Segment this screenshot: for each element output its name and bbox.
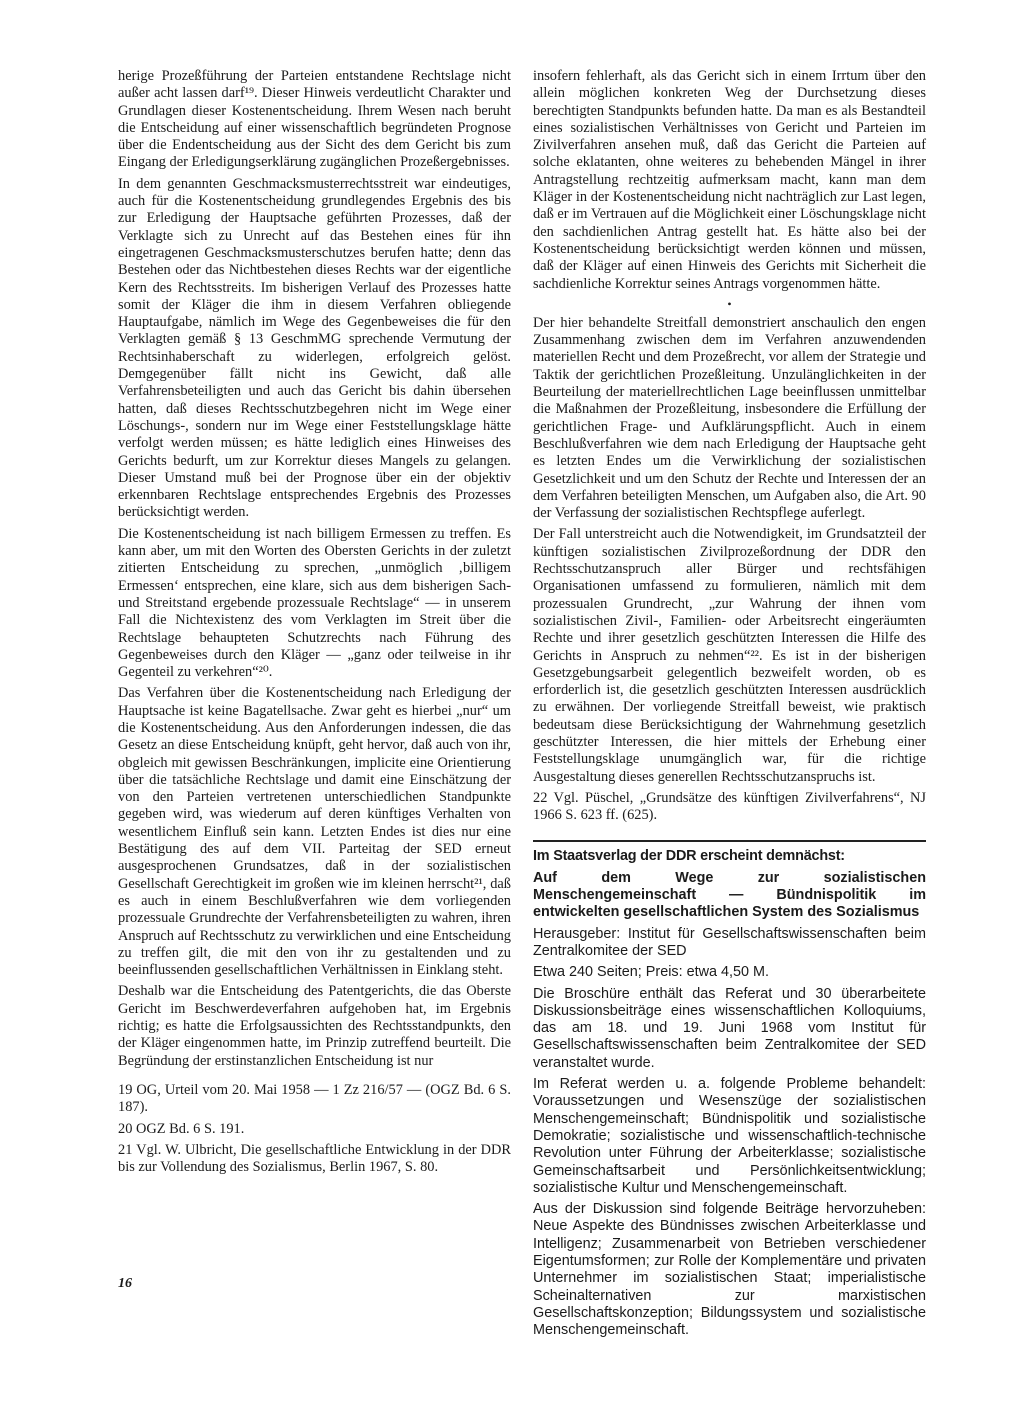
- footnote-22: 22 Vgl. Püschel, „Grundsätze des künftigen Zivilverfahrens“, NJ 1966 S. 623 ff. (625).: [533, 789, 926, 824]
- left-paragraph-1: herige Prozeßführung der Parteien entstandene Rechtslage nicht außer acht lassen darf¹⁹. Dieser Hinweis verdeutlicht Charakter und Grundlagen dieser Kostenentscheidung. Ihrem Wesen nach beruht die Entscheidung auf einer wissenschaftlich begründeten Prognose über die Endentscheidung aus der Sicht des dem Gericht bis zum Eingang der Erledigungserklärung zugänglichen Prozeßergebnisses.: [118, 68, 511, 171]
- left-paragraph-2: In dem genannten Geschmacksmusterrechtsstreit war eindeutiges, auch für die Kostenentscheidung grundlegendes Ergebnis des bis zur Erledigung der Hauptsache geführten Prozesses, daß der Verklagte sich zu Unrecht auf das Bestehen eines für ihn eingetragenen Geschmacksmusterschutzes berufen hatte; denn das Bestehen oder das Nichtbestehen dieses Rechts war der eigentliche Kern des Rechtsstreits. Im bisherigen Verlauf des Prozesses hatte somit der Kläger die ihm in diesem Verfahren obliegende Hauptaufgabe, nämlich im Wege des Gegenbeweises die für den Verklagten gemäß § 13 GeschmMG sprechende Vermutung der Rechtsinhaberschaft zu widerlegen, erfolgreich gelöst. Demgegenüber fällt nicht ins Gewicht, daß alle Verfahrensbeteiligten und auch das Gericht bis dahin übersehen hatten, daß dieses Rechtsschutzbegehren nicht im Wege einer Löschungs-, sondern nur im Wege einer Feststellungsklage hätte verfolgt werden müssen; es hätte lediglich eines Hinweises des Gerichts bedurft, um zur Korrektur dieses Mangels zu gelangen. Dieser Umstand muß bei der Prognose über ein der objektiv erkennbaren Rechtslage entsprechendes Ergebnis des Prozesses berücksichtigt werden.: [118, 175, 511, 521]
- footnote-21: 21 Vgl. W. Ulbricht, Die gesellschaftliche Entwicklung in der DDR bis zur Vollendung des Sozialismus, Berlin 1967, S. 80.: [118, 1141, 511, 1176]
- left-paragraph-4: Das Verfahren über die Kostenentscheidung nach Erledigung der Hauptsache ist keine Bagatellsache. Zwar geht es hierbei „nur“ um die Kostenentscheidung. Aus den Anforderungen indessen, die das Gesetz an diese Entscheidung knüpft, geht hervor, daß auch von ihr, obgleich mit gewissen Beschränkungen, implicite eine Orientierung über die tatsächliche Rechtslage und damit eine Einschätzung der von den Parteien vertretenen unterschiedlichen Standpunkte gegeben wird, was wiederum auf deren künftiges Verhalten von wesentlichem Einfluß sein kann. Letzten Endes ist dies nur eine Bestätigung des auf dem VII. Parteitag der SED erneut ausgesprochenen Grundsatzes, daß in der sozialistischen Gesellschaft Gerechtigkeit im großen wie im kleinen herrscht²¹, daß es auch in einem Beschlußverfahren wie dem vorliegenden prozessuale Grundrechte der Verfahrensbeteiligten zu wahren, ihren Anspruch auf Rechtsschutz zu verwirklichen und eine Entscheidung zu treffen gilt, die mit den von ihr zu gestaltenden und zu beeinflussenden gesellschaftlichen Verhältnissen in Einklang steht.: [118, 685, 511, 979]
- right-paragraph-3: Der Fall unterstreicht auch die Notwendigkeit, im Grundsatzteil der künftigen sozialistischen Zivilprozeßordnung der DDR den Rechtsschutzanspruch aller Bürger und rechtsfähigen Organisationen umfassend zu formulieren, nämlich mit dem prozessualen Grundrecht, „zur Wahrung der ihnen vom sozialistischen Zivil-, Familien- oder Arbeitsrecht eingeräumten Rechte und ihrer gesetzlich geschützten Interessen die Hilfe des Gerichts in Anspruch zu nehmen“²². Es ist in der bisherigen Gesetzgebungsarbeit gelegentlich bezweifelt worden, ob es erforderlich ist, die gesetzlich geschützten Interessen ausdrücklich zu erwähnen. Der vorliegende Streitfall beweist, wie praktisch bedeutsam diese Berücksichtigung der Wahrnehmung gesetzlich geschützter Interessen, die hier mittels der Erhebung einer Feststellungsklage unumgänglich war, für die richtige Ausgestaltung dieses generellen Rechtsschutzanspruchs ist.: [533, 526, 926, 785]
- left-column: [118, 68, 511, 1180]
- right-paragraph-2: Der hier behandelte Streitfall demonstriert anschaulich den engen Zusammenhang zwischen dem im Verfahren anzuwendenden materiellen Recht und dem Prozeßrecht, vor allem der Strategie und Taktik der gerichtlichen Prozeßleitung. Unzulänglichkeiten in der Beurteilung der materiellrechtlichen Lage beeinflussen unmittelbar die Maßnahmen der Prozeßleitung, insbesondere die Erfüllung der gerichtlichen Frage- und Aufklärungspflicht. Auch in einem Beschlußverfahren wie dem nach Erledigung der Hauptsache geht es letzten Endes um die Verwirklichung der sozialistischen Gesetzlichkeit und um den Schutz der Rechte und Interessen der an dem Verfahren beteiligten Menschen, um Aufgaben also, die Art. 90 der Verfassung der sozialistischen Rechtspflege auferlegt.: [533, 314, 926, 522]
- announcement-description-3: Aus der Diskussion sind folgende Beiträge hervorzuheben: Neue Aspekte des Bündnisses zwischen Arbeiterklasse und Intelligenz; Zusammenarbeit von Betrieben verschiedener Eigentumsformen; zur Rolle der Komplementäre und privaten Unternehmer im sozialistischen Staat; imperialistische Scheinalternativen zur marxistischen Gesellschaftskonzeption; Bildungssystem und sozialistische Menschengemeinschaft.: [533, 1201, 926, 1339]
- section-separator: •: [727, 296, 732, 311]
- right-paragraph-1: insofern fehlerhaft, als das Gericht sich in einem Irrtum über den allein möglichen konkreten Weg der Durchsetzung dieses berechtigten Standpunkts befunden hatte. Da man es als Bestandteil eines sozialistischen Verhältnisses von Gericht und Parteien im Zivilverfahren ansehen muß, daß das Gericht die Parteien auf solche eklatanten, ohne weiteres zu behebenden Mängel in ihrer Antragstellung rechtzeitig aufmerksam macht, kann man dem Kläger in der Kostenentscheidung nicht nachträglich zur Last legen, daß er im Vertrauen auf die Möglichkeit einer Löschungsklage nicht den sachdienlichen Antrag gestellt hat. Es hätte also bei der Kostenentscheidung berücksichtigt werden können und müssen, daß der Kläger auf einen Hinweis des Gerichts mit Sicherheit die sachdienliche Korrektur seines Antrags vorgenommen hätte.: [533, 68, 926, 292]
- announcement-pages-price: Etwa 240 Seiten; Preis: etwa 4,50 M.: [533, 964, 769, 981]
- left-paragraph-3: Die Kostenentscheidung ist nach billigem Ermessen zu treffen. Es kann aber, um mit den Worten des Obersten Gerichts in der zuletzt zitierten Entscheidung zu sprechen, „unmöglich ‚billigem Ermessen‘ entsprechen, eine klare, sich aus dem bisherigen Sach- und Streitstand ergebende prozessuale Rechtslage“ — in unserem Fall die Nichtexistenz des vom Verklagten im Streit über die Rechtslage behaupteten Schutzrechts nach Führung des Gegenbeweises durch den Kläger — „ganz oder teilweise in ihr Gegenteil zu verkehren“²⁰.: [118, 525, 511, 681]
- announcement-book-title: Auf dem Wege zur sozialistischen Menschengemeinschaft — Bündnispolitik im entwickelten gesellschaftlichen System des Sozialismus: [533, 869, 926, 921]
- right-column: [533, 68, 926, 1343]
- left-footnotes: [118, 1082, 511, 1176]
- announcement-editor: Herausgeber: Institut für Gesellschaftswissenschaften beim Zentralkomitee der SED: [533, 925, 926, 959]
- announcement-title: Im Staatsverlag der DDR erscheint demnächst:: [533, 848, 845, 865]
- footnote-20: 20 OGZ Bd. 6 S. 191.: [118, 1120, 245, 1137]
- page-number: 16: [118, 1276, 132, 1291]
- announcement-description-1: Die Broschüre enthält das Referat und 30 überarbeitete Diskussionsbeiträge eines wissenschaftlichen Kolloquiums, das am 18. und 19. Juni 1968 vom Institut für Gesellschaftswissenschaften beim Zentralkomitee der SED veranstaltet wurde.: [533, 985, 926, 1071]
- left-paragraph-5: Deshalb war die Entscheidung des Patentgerichts, die das Oberste Gericht im Beschwerdeverfahren aufgehoben hat, im Ergebnis richtig; es hatte die Erfolgsaussichten des Rechtsstandpunkts, den der Kläger eingenommen hatte, im Prinzip zutreffend beurteilt. Die Begründung der erstinstanzlichen Entscheidung ist nur: [118, 983, 511, 1069]
- footnote-19: 19 OG, Urteil vom 20. Mai 1958 — 1 Zz 216/57 — (OGZ Bd. 6 S. 187).: [118, 1081, 511, 1116]
- announcement-description-2: Im Referat werden u. a. folgende Probleme behandelt: Voraussetzungen und Wesenszüge der sozialistischen Menschengemeinschaft; Bündnispolitik und sozialistische Demokratie; sozialistische und wissenschaftlich-technische Revolution unter Führung der Arbeiterklasse; sozialistische Gemeinschaftsarbeit und Persönlichkeitsentwicklung; sozialistische Kultur und Menschengemeinschaft.: [533, 1076, 926, 1196]
- publisher-announcement: [533, 840, 926, 1339]
